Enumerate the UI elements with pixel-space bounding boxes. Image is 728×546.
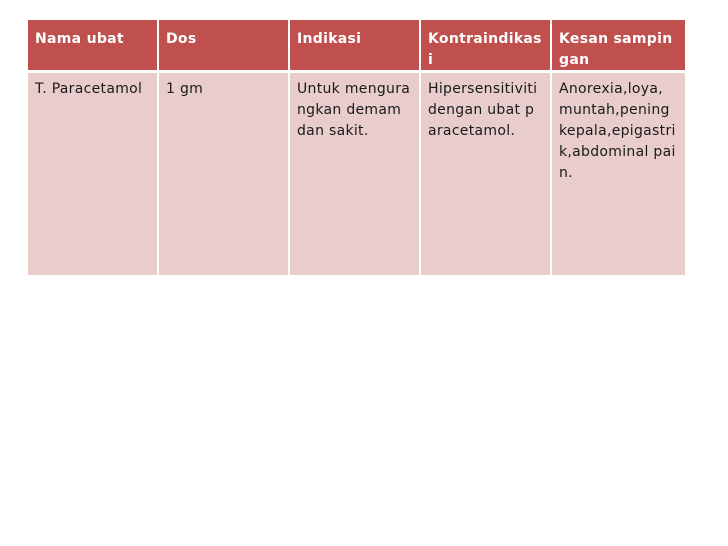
cell-kesan-sampingan: Anorexia,loya, muntah,pening kepala,epigastrik,abdominal pain. — [552, 72, 685, 277]
cell-dos: 1 gm — [159, 72, 290, 277]
cell-indikasi: Untuk mengurangkan demam dan sakit. — [290, 72, 421, 277]
cell-nama-ubat: T. Paracetamol — [28, 72, 159, 277]
header-indikasi: Indikasi — [290, 20, 421, 72]
cell-kontraindikasi: Hipersensitiviti dengan ubat paracetamol. — [421, 72, 552, 277]
drug-info-table — [28, 20, 685, 277]
header-kontraindikasi: Kontraindikasi — [421, 20, 552, 72]
header-kesan-sampingan: Kesan sampingan — [552, 20, 685, 72]
header-dos: Dos — [159, 20, 290, 72]
header-nama-ubat: Nama ubat — [28, 20, 159, 72]
